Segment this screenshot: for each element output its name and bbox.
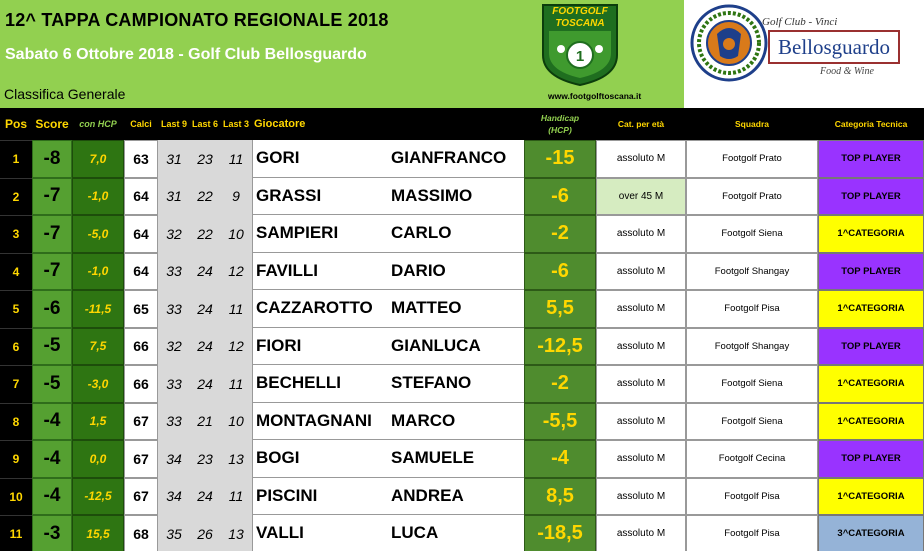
pos-cell: 11 (0, 515, 32, 551)
con-hcp-cell: -12,5 (72, 478, 124, 516)
calci-cell: 67 (124, 440, 158, 478)
team-cell: Footgolf Siena (686, 403, 818, 441)
col-last3: Last 3 (222, 119, 249, 129)
last6-cell: 24 (190, 290, 220, 328)
firstname-cell: STEFANO (388, 365, 524, 403)
age-category-cell: over 45 M (596, 178, 686, 216)
score-cell: -4 (32, 403, 72, 441)
last3-cell: 11 (220, 140, 252, 178)
firstname-cell: LUCA (388, 515, 524, 551)
score-cell: -7 (32, 253, 72, 291)
tech-category-cell: 1^CATEGORIA (818, 215, 924, 253)
team-cell: Footgolf Siena (686, 215, 818, 253)
age-category-cell: assoluto M (596, 328, 686, 366)
age-category-cell: assoluto M (596, 403, 686, 441)
surname-cell: BECHELLI (252, 365, 388, 403)
section-title: Classifica Generale (4, 86, 126, 102)
last3-cell: 12 (220, 253, 252, 291)
firstname-cell: CARLO (388, 215, 524, 253)
tech-category-cell: TOP PLAYER (818, 140, 924, 178)
calci-cell: 67 (124, 403, 158, 441)
surname-cell: GRASSI (252, 178, 388, 216)
surname-cell: VALLI (252, 515, 388, 551)
col-score: Score (35, 117, 69, 131)
table-row (0, 365, 924, 403)
team-cell: Footgolf Shangay (686, 328, 818, 366)
score-cell: -4 (32, 440, 72, 478)
con-hcp-cell: -5,0 (72, 215, 124, 253)
last3-cell: 12 (220, 328, 252, 366)
col-con-hcp: con HCP (79, 119, 117, 129)
last6-cell: 24 (190, 365, 220, 403)
last6-cell: 24 (190, 478, 220, 516)
bellosguardo-logo-name: Bellosguardo (778, 35, 890, 59)
calci-cell: 67 (124, 478, 158, 516)
bellosguardo-logo-box (768, 30, 900, 64)
handicap-cell: -15 (524, 140, 596, 178)
tech-category-cell: 1^CATEGORIA (818, 403, 924, 441)
surname-cell: FIORI (252, 328, 388, 366)
svg-text:1: 1 (575, 48, 585, 65)
firstname-cell: SAMUELE (388, 440, 524, 478)
last6-cell: 24 (190, 328, 220, 366)
surname-cell: MONTAGNANI (252, 403, 388, 441)
website-url: www.footgolftoscana.it (548, 91, 642, 101)
handicap-cell: -6 (524, 253, 596, 291)
tech-category-cell: 1^CATEGORIA (818, 290, 924, 328)
tech-category-cell: TOP PLAYER (818, 178, 924, 216)
table-row (0, 140, 924, 178)
pos-cell: 7 (0, 365, 32, 403)
pos-cell: 10 (0, 478, 32, 516)
age-category-cell: assoluto M (596, 215, 686, 253)
col-pos: Pos (4, 117, 27, 131)
con-hcp-cell: 0,0 (72, 440, 124, 478)
age-category-cell: assoluto M (596, 140, 686, 178)
col-handicap-label: Handicap (540, 113, 580, 123)
con-hcp-cell: 1,5 (72, 403, 124, 441)
calci-cell: 68 (124, 515, 158, 551)
last9-cell: 34 (158, 478, 190, 516)
age-category-cell: assoluto M (596, 253, 686, 291)
team-cell: Footgolf Cecina (686, 440, 818, 478)
table-row (0, 215, 924, 253)
tech-category-cell: TOP PLAYER (818, 253, 924, 291)
team-cell: Footgolf Pisa (686, 478, 818, 516)
pos-cell: 8 (0, 403, 32, 441)
team-cell: Footgolf Prato (686, 178, 818, 216)
surname-cell: GORI (252, 140, 388, 178)
handicap-cell: -2 (524, 215, 596, 253)
pos-cell: 4 (0, 253, 32, 291)
calci-cell: 66 (124, 365, 158, 403)
tech-category-cell: 3^CATEGORIA (818, 515, 924, 551)
table-row (0, 178, 924, 216)
bellosguardo-logo-top: Golf Club - Vinci (762, 16, 838, 28)
score-cell: -6 (32, 290, 72, 328)
last3-cell: 13 (220, 440, 252, 478)
con-hcp-cell: -1,0 (72, 178, 124, 216)
last6-cell: 26 (190, 515, 220, 551)
team-cell: Footgolf Siena (686, 365, 818, 403)
calci-cell: 64 (124, 215, 158, 253)
col-last6: Last 6 (191, 119, 218, 129)
handicap-cell: -6 (524, 178, 596, 216)
calci-cell: 63 (124, 140, 158, 178)
bellosguardo-emblem-icon (690, 4, 768, 82)
table-row (0, 253, 924, 291)
table-row (0, 403, 924, 441)
page-title: 12^ TAPPA CAMPIONATO REGIONALE 2018 (5, 10, 389, 30)
tech-category-cell: TOP PLAYER (818, 440, 924, 478)
last9-cell: 33 (158, 290, 190, 328)
last9-cell: 32 (158, 215, 190, 253)
surname-cell: FAVILLI (252, 253, 388, 291)
footgolf-logo-word2: TOSCANA (555, 18, 605, 29)
con-hcp-cell: 7,5 (72, 328, 124, 366)
firstname-cell: DARIO (388, 253, 524, 291)
score-cell: -7 (32, 178, 72, 216)
firstname-cell: MARCO (388, 403, 524, 441)
last3-cell: 11 (220, 290, 252, 328)
team-cell: Footgolf Pisa (686, 290, 818, 328)
bellosguardo-logo-sub: Food & Wine (820, 66, 874, 77)
score-cell: -8 (32, 140, 72, 178)
last9-cell: 35 (158, 515, 190, 551)
last6-cell: 22 (190, 178, 220, 216)
calci-cell: 65 (124, 290, 158, 328)
last3-cell: 11 (220, 478, 252, 516)
column-header-row (0, 108, 924, 140)
score-cell: -3 (32, 515, 72, 551)
surname-cell: BOGI (252, 440, 388, 478)
last9-cell: 34 (158, 440, 190, 478)
pos-cell: 3 (0, 215, 32, 253)
pos-cell: 6 (0, 328, 32, 366)
handicap-cell: -18,5 (524, 515, 596, 551)
firstname-cell: MASSIMO (388, 178, 524, 216)
surname-cell: SAMPIERI (252, 215, 388, 253)
col-categoria-tecnica: Categoria Tecnica (834, 119, 908, 129)
standings-table (0, 140, 924, 551)
last6-cell: 22 (190, 215, 220, 253)
last3-cell: 10 (220, 403, 252, 441)
age-category-cell: assoluto M (596, 290, 686, 328)
calci-cell: 64 (124, 253, 158, 291)
footgolf-logo-word: FOOTGOLF (552, 6, 608, 17)
handicap-cell: -5,5 (524, 403, 596, 441)
team-cell: Footgolf Pisa (686, 515, 818, 551)
con-hcp-cell: -1,0 (72, 253, 124, 291)
firstname-cell: ANDREA (388, 478, 524, 516)
last9-cell: 31 (158, 178, 190, 216)
firstname-cell: GIANLUCA (388, 328, 524, 366)
col-calci: Calci (130, 119, 152, 129)
last9-cell: 32 (158, 328, 190, 366)
col-giocatore: Giocatore (254, 118, 306, 130)
surname-cell: PISCINI (252, 478, 388, 516)
last9-cell: 33 (158, 403, 190, 441)
last3-cell: 11 (220, 365, 252, 403)
last6-cell: 21 (190, 403, 220, 441)
table-row (0, 478, 924, 516)
age-category-cell: assoluto M (596, 515, 686, 551)
last3-cell: 10 (220, 215, 252, 253)
handicap-cell: 5,5 (524, 290, 596, 328)
page-header (0, 0, 924, 108)
team-cell: Footgolf Prato (686, 140, 818, 178)
last6-cell: 24 (190, 253, 220, 291)
table-row (0, 440, 924, 478)
pos-cell: 5 (0, 290, 32, 328)
table-row (0, 290, 924, 328)
col-cat-eta: Cat. per età (617, 119, 665, 129)
last6-cell: 23 (190, 140, 220, 178)
last9-cell: 31 (158, 140, 190, 178)
table-row (0, 515, 924, 551)
handicap-cell: -2 (524, 365, 596, 403)
last6-cell: 23 (190, 440, 220, 478)
last9-cell: 33 (158, 365, 190, 403)
last3-cell: 13 (220, 515, 252, 551)
pos-cell: 9 (0, 440, 32, 478)
surname-cell: CAZZAROTTO (252, 290, 388, 328)
col-last9: Last 9 (160, 119, 187, 129)
age-category-cell: assoluto M (596, 365, 686, 403)
calci-cell: 66 (124, 328, 158, 366)
last3-cell: 9 (220, 178, 252, 216)
tech-category-cell: 1^CATEGORIA (818, 365, 924, 403)
col-handicap-abbr: (HCP) (548, 125, 572, 135)
handicap-cell: -12,5 (524, 328, 596, 366)
firstname-cell: MATTEO (388, 290, 524, 328)
con-hcp-cell: -11,5 (72, 290, 124, 328)
pos-cell: 2 (0, 178, 32, 216)
firstname-cell: GIANFRANCO (388, 140, 524, 178)
col-handicap (524, 108, 596, 140)
tech-category-cell: TOP PLAYER (818, 328, 924, 366)
score-cell: -5 (32, 328, 72, 366)
con-hcp-cell: 7,0 (72, 140, 124, 178)
page-subtitle: Sabato 6 Ottobre 2018 - Golf Club Bellosguardo (5, 46, 367, 63)
last9-cell: 33 (158, 253, 190, 291)
handicap-cell: -4 (524, 440, 596, 478)
con-hcp-cell: 15,5 (72, 515, 124, 551)
con-hcp-cell: -3,0 (72, 365, 124, 403)
score-cell: -4 (32, 478, 72, 516)
age-category-cell: assoluto M (596, 478, 686, 516)
calci-cell: 64 (124, 178, 158, 216)
col-squadra: Squadra (734, 119, 769, 129)
score-cell: -5 (32, 365, 72, 403)
table-row (0, 328, 924, 366)
tech-category-cell: 1^CATEGORIA (818, 478, 924, 516)
score-cell: -7 (32, 215, 72, 253)
age-category-cell: assoluto M (596, 440, 686, 478)
handicap-cell: 8,5 (524, 478, 596, 516)
pos-cell: 1 (0, 140, 32, 178)
team-cell: Footgolf Shangay (686, 253, 818, 291)
